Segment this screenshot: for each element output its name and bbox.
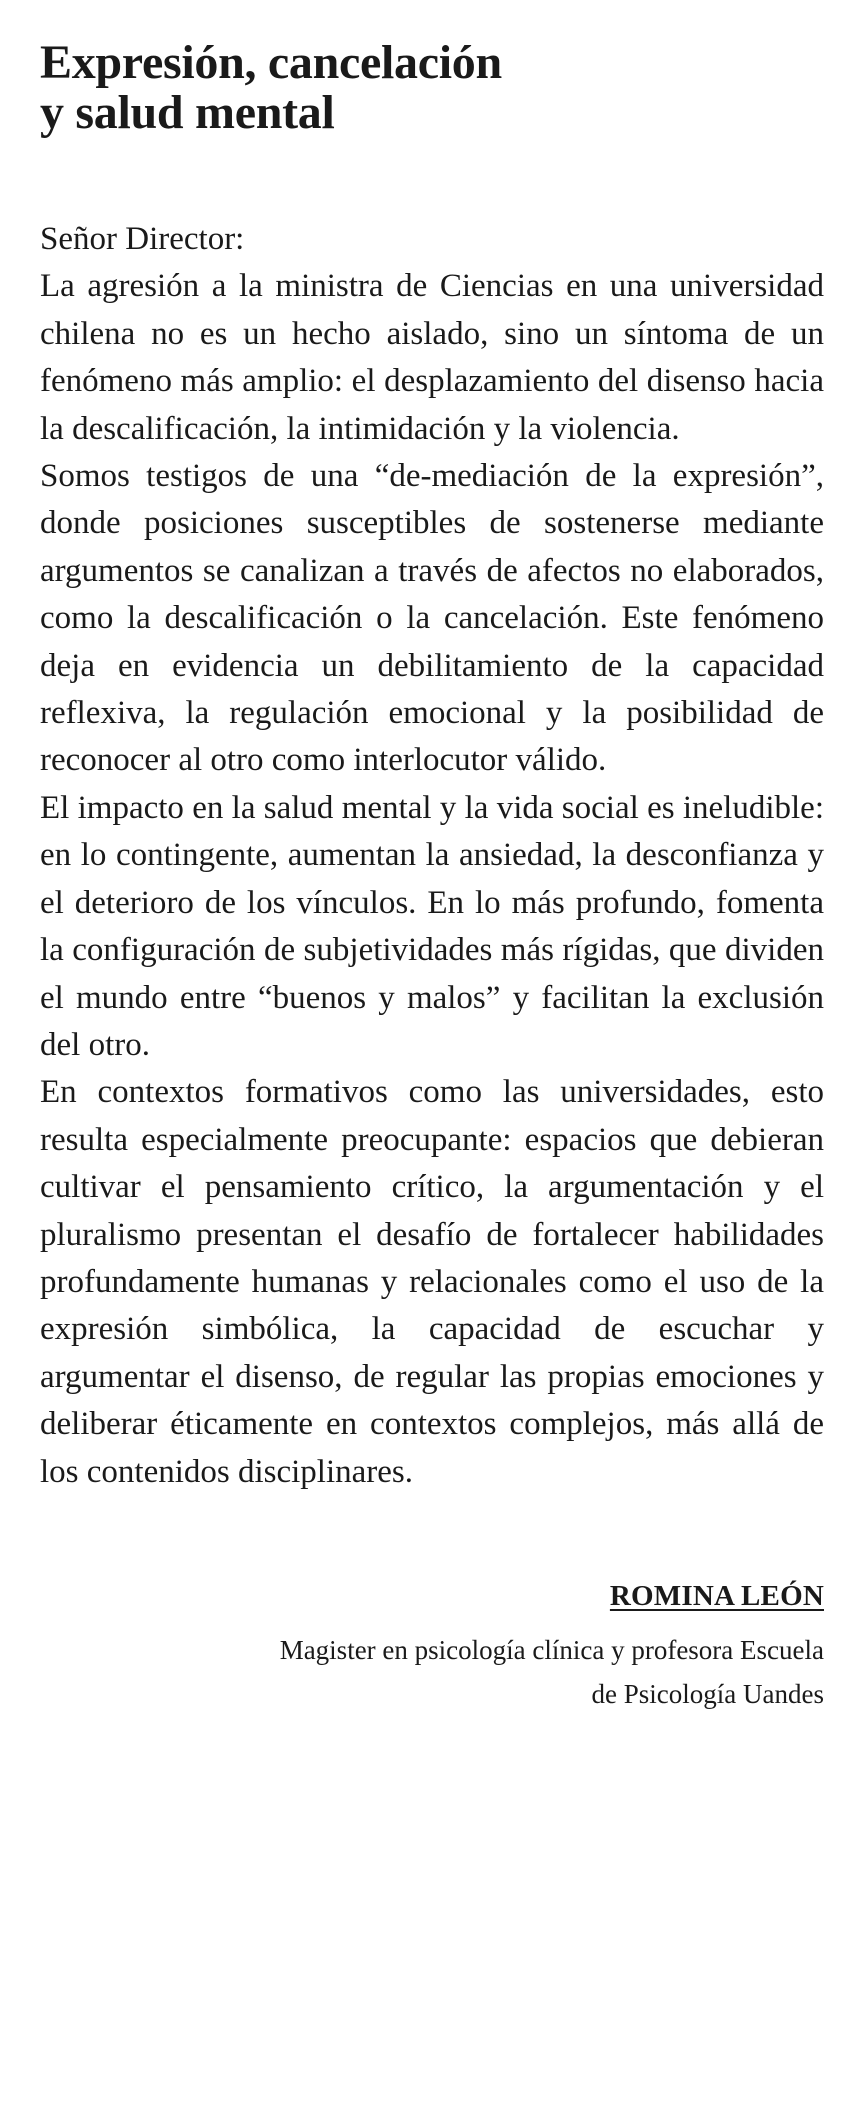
paragraph-3: El impacto en la salud mental y la vida social es ineludible: en lo contingente, aumentan la ansiedad, la desconfianza y el deterioro de los vínculos. En lo más profundo, fomenta la configuración de subjetividades más rígidas, que dividen el mundo entre “buenos y malos” y facilitan la exclusión del otro. — [40, 789, 824, 1063]
letter-body — [40, 216, 824, 1496]
paragraph-1: La agresión a la ministra de Ciencias en una universidad chilena no es un hecho aislado, sino un síntoma de un fenómeno más amplio: el desplazamiento del disenso hacia la descalificación, la intimidación y la violencia. — [40, 268, 824, 447]
title-line-2: y salud mental — [40, 86, 335, 139]
salutation: Señor Director: — [40, 221, 245, 257]
signature-block — [40, 1578, 824, 1614]
author-name: ROMINA LEÓN — [609, 1579, 824, 1612]
author-affiliation — [40, 1628, 824, 1716]
title-line-1: Expresión, cancelación — [40, 36, 502, 89]
affiliation-line-2: de Psicología Uandes — [591, 1678, 824, 1709]
letter-title — [40, 38, 824, 138]
affiliation-line-1: Magister en psicología clínica y profesora Escuela — [279, 1634, 824, 1665]
paragraph-4: En contextos formativos como las universidades, esto resulta especialmente preocupante: espacios que debieran cultivar el pensamiento crítico, la argumentación y el pluralismo presentan el desafío de fortalecer habilidades profundamente humanas y relacionales como el uso de la expresión simbólica, la capacidad de escuchar y argumentar el disenso, de regular las propias emociones y deliberar éticamente en contextos complejos, más allá de los contenidos disciplinares. — [40, 1074, 824, 1490]
paragraph-2: Somos testigos de una “de-mediación de la expresión”, donde posiciones susceptibles de sostenerse mediante argumentos se canalizan a través de afectos no elaborados, como la descalificación o la cancelación. Este fenómeno deja en evidencia un debilitamiento de la capacidad reflexiva, la regulación emocional y la posibilidad de reconocer al otro como interlocutor válido. — [40, 458, 824, 779]
